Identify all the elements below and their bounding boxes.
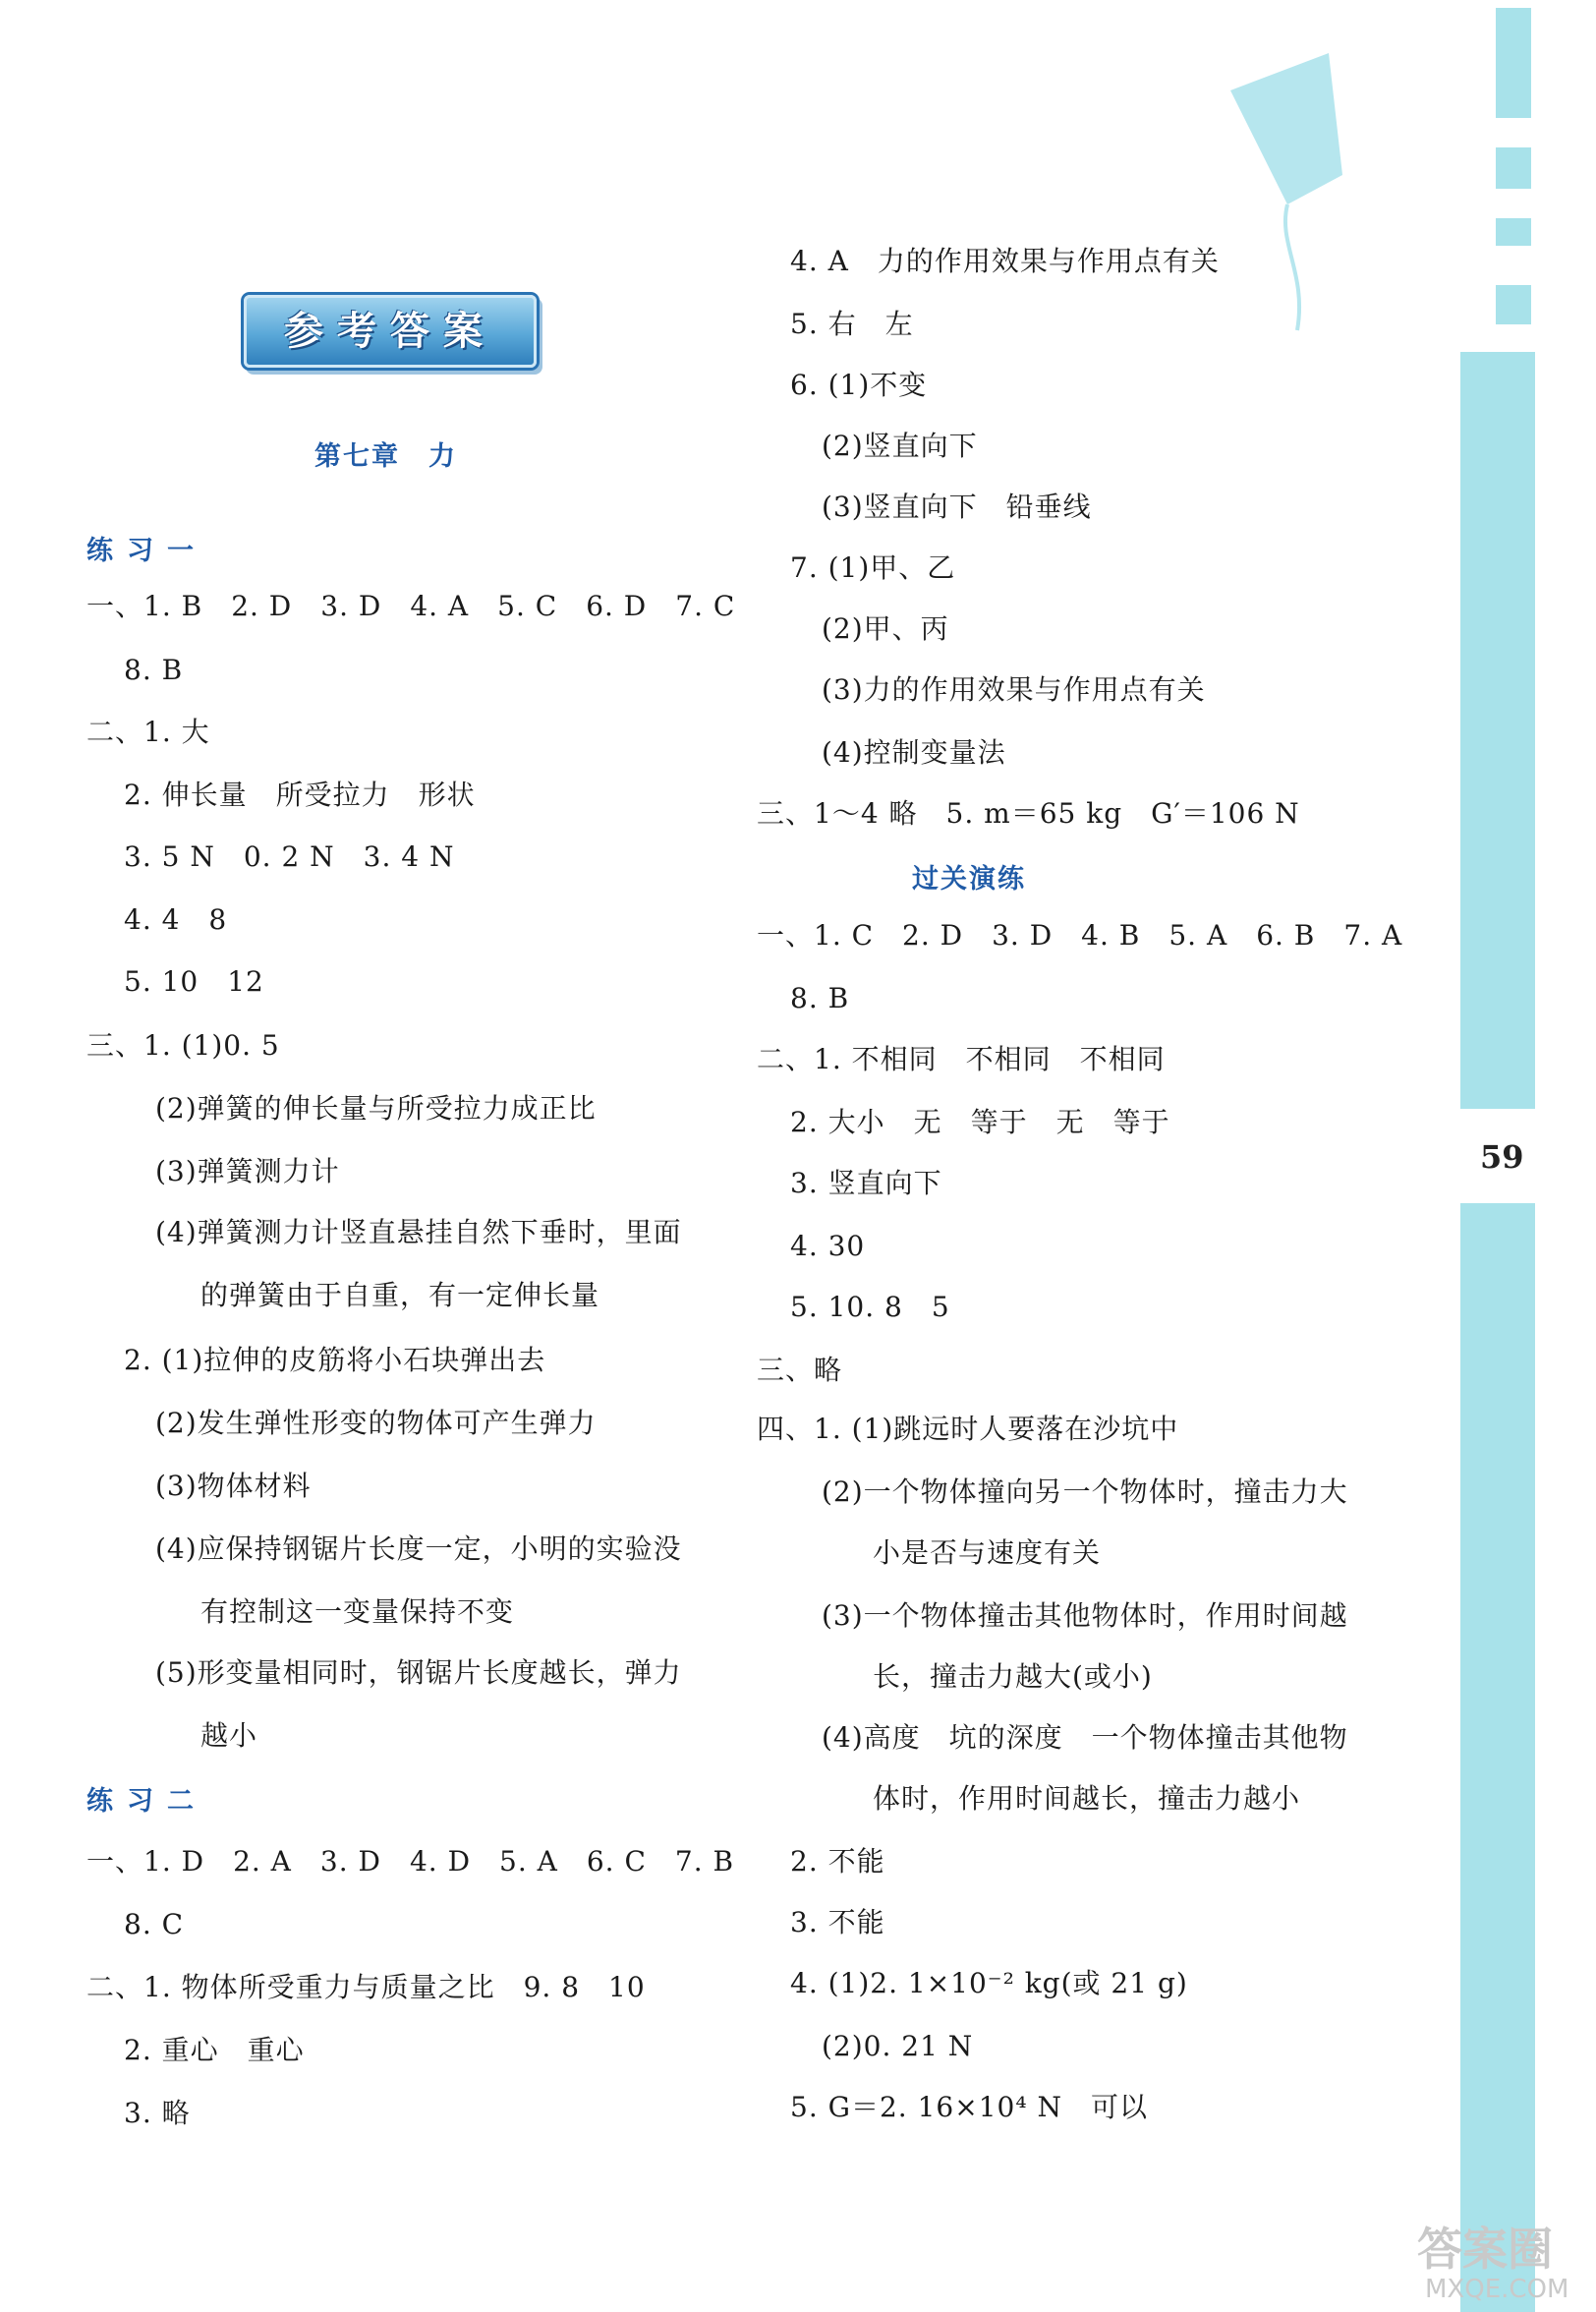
answer-line: 二、1. 物体所受重力与质量之比 9. 8 10 bbox=[86, 1971, 646, 2003]
answer-line: (3)一个物体撞击其他物体时，作用时间越 bbox=[822, 1599, 1348, 1632]
answer-line: 2. (1)拉伸的皮筋将小石块弹出去 bbox=[124, 1344, 546, 1376]
answer-line: (2)竖直向下 bbox=[822, 430, 978, 462]
answer-line: 有控制这一变量保持不变 bbox=[200, 1595, 515, 1628]
answer-line: (3)竖直向下 铅垂线 bbox=[822, 491, 1092, 523]
answer-line: (3)物体材料 bbox=[155, 1470, 312, 1502]
answer-line: 三、1. (1)0. 5 bbox=[86, 1029, 280, 1062]
watermark-logo: 答案圈 bbox=[1417, 2223, 1553, 2276]
page-number: 59 bbox=[1480, 1138, 1524, 1176]
section-heading: 练习二 bbox=[86, 1786, 207, 1817]
answer-line: 4. (1)2. 1×10⁻² kg(或 21 g) bbox=[790, 1967, 1188, 1999]
answer-line: 长，撞击力越大(或小) bbox=[873, 1660, 1153, 1693]
answer-line: 一、1. B 2. D 3. D 4. A 5. C 6. D 7. C bbox=[86, 590, 736, 622]
side-stripe-2 bbox=[1496, 147, 1531, 189]
answer-line: 5. G＝2. 16×10⁴ N 可以 bbox=[790, 2091, 1148, 2123]
answer-line: 2. 重心 重心 bbox=[124, 2034, 305, 2066]
answer-line: 7. (1)甲、乙 bbox=[790, 551, 956, 584]
answer-line: (5)形变量相同时，钢锯片长度越长，弹力 bbox=[155, 1656, 682, 1689]
answer-line: 5. 10. 8 5 bbox=[790, 1291, 950, 1323]
watermark-url: MXQE.COM bbox=[1425, 2275, 1569, 2304]
answer-line: (4)应保持钢锯片长度一定，小明的实验没 bbox=[155, 1532, 682, 1565]
answer-line: (4)控制变量法 bbox=[822, 736, 1006, 769]
answer-line: (2)发生弹性形变的物体可产生弹力 bbox=[155, 1407, 597, 1439]
kite-icon bbox=[1219, 47, 1366, 332]
watermark bbox=[1417, 2224, 1568, 2304]
answer-line: (4)弹簧测力计竖直悬挂自然下垂时，里面 bbox=[155, 1216, 682, 1248]
side-stripe-4 bbox=[1496, 285, 1531, 324]
answer-line: 三、1～4 略 5. m＝65 kg G′＝106 N bbox=[757, 797, 1300, 830]
answer-line: 4. A 力的作用效果与作用点有关 bbox=[790, 245, 1220, 277]
answer-line: 二、1. 不相同 不相同 不相同 bbox=[757, 1043, 1166, 1075]
answer-line: (2)甲、丙 bbox=[822, 612, 949, 645]
answer-line: 二、1. 大 bbox=[86, 716, 210, 748]
answer-line: (2)一个物体撞向另一个物体时，撞击力大 bbox=[822, 1475, 1348, 1508]
answer-line: 4. 30 bbox=[790, 1230, 866, 1262]
answer-line: 一、1. C 2. D 3. D 4. B 5. A 6. B 7. A bbox=[757, 919, 1403, 952]
answer-line: (3)弹簧测力计 bbox=[155, 1155, 340, 1187]
answer-line: 5. 右 左 bbox=[790, 308, 914, 340]
answer-line: 5. 10 12 bbox=[124, 965, 264, 998]
answer-line: 一、1. D 2. A 3. D 4. D 5. A 6. C 7. B bbox=[86, 1845, 735, 1878]
answer-key-banner: 参考答案 bbox=[244, 295, 537, 368]
answer-line: 3. 5 N 0. 2 N 3. 4 N bbox=[124, 840, 455, 873]
answer-line: 8. B bbox=[124, 654, 184, 686]
side-stripe-top bbox=[1496, 8, 1531, 118]
answer-line: 3. 略 bbox=[124, 2097, 191, 2129]
answer-line: (4)高度 坑的深度 一个物体撞击其他物 bbox=[822, 1721, 1348, 1754]
answer-line: 越小 bbox=[200, 1719, 258, 1752]
answer-line: 3. 竖直向下 bbox=[790, 1167, 942, 1199]
side-stripe-main-upper bbox=[1460, 352, 1535, 1109]
section-heading: 练习一 bbox=[86, 536, 207, 566]
answer-line: 2. 大小 无 等于 无 等于 bbox=[790, 1106, 1170, 1138]
answer-line: (2)0. 21 N bbox=[822, 2030, 974, 2062]
side-stripe-3 bbox=[1496, 218, 1531, 246]
answer-line: 8. B bbox=[790, 982, 850, 1014]
answer-line: 体时，作用时间越长，撞击力越小 bbox=[873, 1782, 1301, 1815]
answer-line: 2. 伸长量 所受拉力 形状 bbox=[124, 779, 476, 811]
answer-line: (3)力的作用效果与作用点有关 bbox=[822, 673, 1206, 706]
subsection-heading: 过关演练 bbox=[912, 864, 1026, 895]
answer-line: 的弹簧由于自重，有一定伸长量 bbox=[200, 1279, 600, 1311]
answer-line: 2. 不能 bbox=[790, 1845, 885, 1878]
answer-line: 4. 4 8 bbox=[124, 903, 228, 936]
answer-line: 3. 不能 bbox=[790, 1906, 885, 1938]
answer-line: 6. (1)不变 bbox=[790, 369, 928, 401]
answer-line: 小是否与速度有关 bbox=[873, 1536, 1102, 1569]
side-stripe-main-lower bbox=[1460, 1203, 1535, 2312]
answer-line: 四、1. (1)跳远时人要落在沙坑中 bbox=[757, 1413, 1179, 1445]
answer-line: 8. C bbox=[124, 1908, 185, 1940]
answer-line: 三、略 bbox=[757, 1354, 843, 1386]
chapter-title: 第七章 力 bbox=[314, 441, 457, 472]
answer-line: (2)弹簧的伸长量与所受拉力成正比 bbox=[155, 1092, 597, 1125]
